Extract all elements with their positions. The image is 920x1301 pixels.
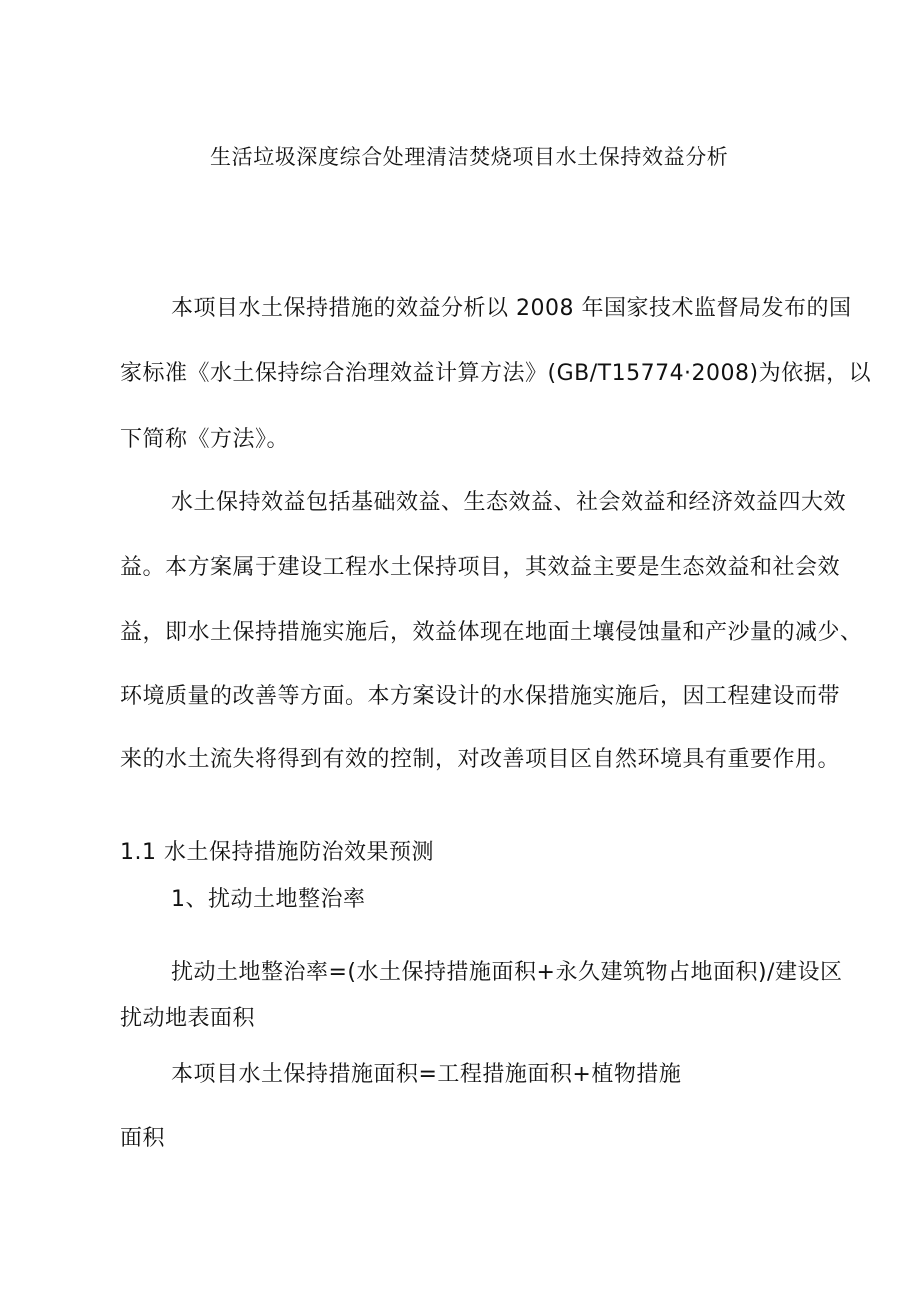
formula-1-line-1: 扰动土地整治率=(水土保持措施面积+永久建筑物占地面积)/建设区	[171, 960, 843, 985]
paragraph-2-line-1: 水土保持效益包括基础效益、生态效益、社会效益和经济效益四大效	[171, 490, 847, 515]
paragraph-1-line-1: 本项目水土保持措施的效益分析以 2008 年国家技术监督局发布的国	[171, 296, 852, 321]
paragraph-2-line-4: 环境质量的改善等方面。本方案设计的水保措施实施后，因工程建设而带	[120, 684, 841, 709]
formula-2-line-2: 面积	[120, 1126, 166, 1151]
paragraph-1-line-2: 家标准《水土保持综合治理效益计算方法》(GB/T15774·2008)为依据，以	[120, 361, 872, 386]
formula-1-line-2: 扰动地表面积	[120, 1006, 256, 1031]
paragraph-2-line-2: 益。本方案属于建设工程水土保持项目，其效益主要是生态效益和社会效	[120, 555, 841, 580]
section-heading: 1.1 水土保持措施防治效果预测	[120, 840, 434, 865]
document-title: 生活垃圾深度综合处理清洁焚烧项目水土保持效益分析	[210, 145, 729, 169]
formula-2-line-1: 本项目水土保持措施面积=工程措施面积+植物措施	[171, 1062, 682, 1087]
paragraph-1-line-3: 下简称《方法》。	[120, 427, 290, 452]
paragraph-2-line-3: 益，即水土保持措施实施后，效益体现在地面土壤侵蚀量和产沙量的减少、	[120, 620, 863, 645]
subheading: 1、扰动土地整治率	[171, 887, 366, 912]
paragraph-2-line-5: 来的水土流失将得到有效的控制，对改善项目区自然环境具有重要作用。	[120, 747, 841, 772]
